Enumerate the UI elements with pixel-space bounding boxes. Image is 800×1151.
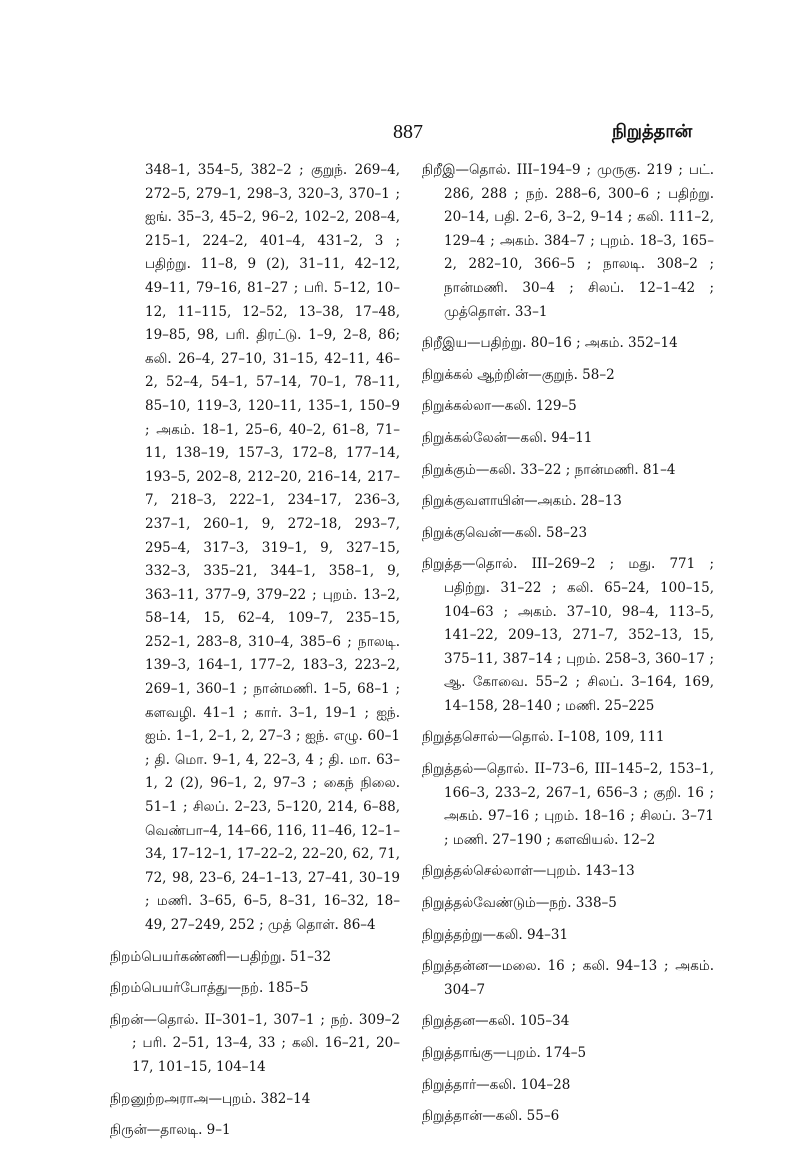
index-entry: நிறுக்கல்லா—கலி. 129–5 (422, 398, 577, 415)
index-entry: நிறுத்தல்—தொல். II–73–6, III–145–2, 153–1, 166–3, 233–2, 267–1, 656–3 ; குறி. 16 ; அகம். 97–16 ; புறம். 18–16 ; சிலப். 3–71 ; மணி. 27–190 ; களவியல். 12–2 (422, 761, 714, 848)
index-entry: நிறுக்குவளாயின்—அகம். 28–13 (422, 493, 622, 510)
index-entry: நிறுத்தாங்கு—புறம். 174–5 (422, 1045, 587, 1061)
index-entry: நிறம்பெயர்கண்ணி—பதிற்று. 51–32 (110, 948, 332, 965)
index-entry: நிறனுற்றஅராஅ—புறம். 382–14 (110, 1090, 311, 1107)
index-entry: நிறுக்கல் ஆற்றின்—குறுந். 58–2 (422, 366, 615, 383)
index-entry: நிறுத்தற்று—கலி. 94–31 (422, 926, 569, 943)
index-entry: நிறீஇய—பதிற்று. 80–16 ; அகம். 352–14 (422, 335, 678, 352)
index-entry: நிறுத்தல்செல்லாள்—புறம். 143–13 (422, 863, 635, 880)
index-entry: நிறுத்தன்ன—மலை. 16 ; கலி. 94–13 ; அகம். 304–7 (422, 958, 714, 998)
index-entry: நிறுத்தன—கலி. 105–34 (422, 1013, 570, 1030)
index-entry: நிறுத்தசொல்—தொல். I–108, 109, 111 (422, 729, 665, 746)
index-entry: நிறன்—தொல். II–301–1, 307–1 ; நற். 309–2 ; பரி. 2–51, 13–4, 33 ; கலி. 16–21, 20–17, 101–15, 104–14 (110, 1011, 400, 1075)
index-entry: நிறுத்தல்வேண்டும்—நற். 338–5 (422, 895, 617, 912)
index-entry: நிறுக்கும்—கலி. 33–22 ; நான்மணி. 81–4 (422, 461, 676, 478)
index-entry: நிறுக்கல்லேன்—கலி. 94–11 (422, 429, 593, 446)
index-entry: நிறுக்குவென்—கலி. 58–23 (422, 524, 588, 541)
running-head: நிறுத்தான் (612, 121, 693, 142)
left-column (110, 159, 400, 1151)
index-entry: நிறுத்தார்—கலி. 104–28 (422, 1076, 571, 1093)
index-entry: நிறம்பெயர்போத்து—நற். 185–5 (110, 980, 309, 997)
index-entry: நிருன்—தாலடி. 9–1 (110, 1122, 231, 1139)
index-entry: நிறுத்த—தொல். III–269–2 ; மது. 771 ; பதிற்று. 31–22 ; கலி. 65–24, 100–15, 104–63 ; அகம். 37–10, 98–4, 113–5, 141–22, 209–13, 271–7, 352–13, 15, 375–11, 387–14 ; புறம். 258–3, 360–17 ; ஆ. கோவை. 55–2 ; சிலப். 3–164, 169, 14–158, 28–140 ; மணி. 25–225 (422, 556, 714, 714)
index-entry: நிறீஇ—தொல். III–194–9 ; முருகு. 219 ; பட். 286, 288 ; நற். 288–6, 300–6 ; பதிற்று. 20–14, பதி. 2–6, 3–2, 9–14 ; கலி. 111–2, 129–4 ; அகம். 384–7 ; புறம். 18–3, 165–2, 282–10, 366–5 ; நாலடி. 308–2 ; நான்மணி. 30–4 ; சிலப். 12–1–42 ; முத்தொள். 33–1 (422, 162, 714, 320)
index-entry: நிறுத்தான்—கலி. 55–6 (422, 1108, 560, 1125)
page-number: 887 (393, 121, 423, 143)
right-column (422, 159, 714, 1137)
continued-entry: 348–1, 354–5, 382–2 ; குறுந். 269–4, 272–5, 279–1, 298–3, 320–3, 370–1 ; ஐங். 35–3, 45–2, 96–2, 102–2, 208–4, 215–1, 224–2, 401–4, 431–2, 3 ; பதிற்று. 11–8, 9 (2), 31–11, 42–12, 49–11, 79–16, 81–27 ; பரி. 5–12, 10–12, 11–115, 12–52, 13–38, 17–48, 19–85, 98, பரி. திரட்டு. 1–9, 2–8, 86; கலி. 26–4, 27–10, 31–15, 42–11, 46–2, 52–4, 54–1, 57–14, 70–1, 78–11, 85–10, 119–3, 120–11, 135–1, 150–9 ; அகம். 18–1, 25–6, 40–2, 61–8, 71–11, 138–19, 157–3, 172–8, 177–14, 193–5, 202–8, 212–20, 216–14, 217–7, 218–3, 222–1, 234–17, 236–3, 237–1, 260–1, 9, 272–18, 293–7, 295–4, 317–3, 319–1, 9, 327–15, 332–3, 335–21, 344–1, 358–1, 9, 363–11, 377–9, 379–22 ; புறம். 13–2, 58–14, 15, 62–4, 109–7, 235–15, 252–1, 283–8, 310–4, 385–6 ; நாலடி. 139–3, 164–1, 177–2, 183–3, 223–2, 269–1, 360–1 ; நான்மணி. 1–5, 68–1 ; களவழி. 41–1 ; கார். 3–1, 19–1 ; ஐந். ஐம். 1–1, 2–1, 2, 27–3 ; ஐந். எழு. 60–1 ; தி. மொ. 9–1, 4, 22–3, 4 ; தி. மா. 63–1, 2 (2), 96–1, 2, 97–3 ; கைந் நிலை. 51–1 ; சிலப். 2–23, 5–120, 214, 6–88, வெண்பா–4, 14–66, 116, 11–46, 12–1–34, 17–12–1, 17–22–2, 22–20, 62, 71, 72, 98, 23–6, 24–1–13, 27–41, 30–19 ; மணி. 3–65, 6–5, 8–31, 16–32, 18–49, 27–249, 252 ; முத் தொள். 86–4 (145, 162, 400, 933)
